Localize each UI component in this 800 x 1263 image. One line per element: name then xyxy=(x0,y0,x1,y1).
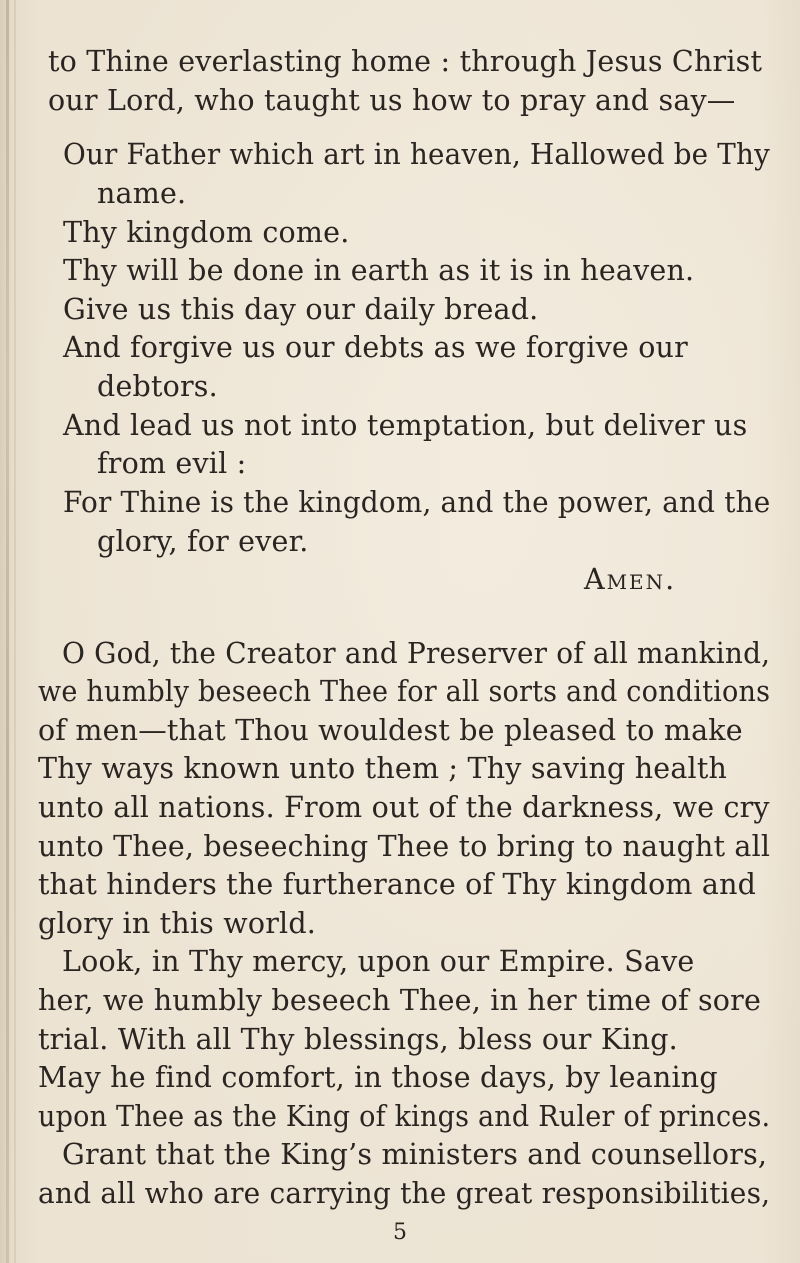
page-gutter-shadow xyxy=(6,0,9,1263)
page-gutter-edge xyxy=(14,0,16,1263)
lords-prayer-line-8: And lead us not into temptation, but deliver us xyxy=(63,409,748,442)
lords-prayer-line-3: Thy kingdom come. xyxy=(63,216,350,249)
prayer-line-8: glory in this world. xyxy=(38,907,317,940)
lords-prayer-line-1: Our Father which art in heaven, Hallowed be Thy xyxy=(63,138,770,171)
lords-prayer-line-4: Thy will be done in earth as it is in heaven. xyxy=(63,254,695,287)
prayer-line-6: unto Thee, beseeching Thee to bring to naught all xyxy=(38,830,771,863)
lords-prayer-line-2: name. xyxy=(97,177,187,210)
prayer-line-11: trial. With all Thy blessings, bless our King. xyxy=(38,1023,678,1056)
page-number: 5 xyxy=(393,1220,408,1245)
opening-line-2: our Lord, who taught us how to pray and say— xyxy=(48,84,736,117)
opening-line-1: to Thine everlasting home : through Jesus Christ xyxy=(48,45,763,78)
prayer-line-3: of men—that Thou wouldest be pleased to make xyxy=(38,714,743,747)
lords-prayer-line-6: And forgive us our debts as we forgive our xyxy=(63,331,688,364)
prayer-line-2: we humbly beseech Thee for all sorts and conditions xyxy=(38,675,771,708)
lords-prayer-line-10: For Thine is the kingdom, and the power, and the xyxy=(63,486,771,519)
prayer-line-14: Grant that the King’s ministers and counsellors, xyxy=(62,1138,768,1171)
lords-prayer-line-5: Give us this day our daily bread. xyxy=(63,293,539,326)
prayer-line-4: Thy ways known unto them ; Thy saving health xyxy=(38,752,728,785)
prayer-line-15: and all who are carrying the great responsibilities, xyxy=(38,1177,771,1210)
prayer-line-5: unto all nations. From out of the darkness, we cry xyxy=(38,791,770,824)
lords-prayer-line-11: glory, for ever. xyxy=(97,525,309,558)
prayer-line-9: Look, in Thy mercy, upon our Empire. Save xyxy=(62,945,695,978)
prayer-line-10: her, we humbly beseech Thee, in her time of sore xyxy=(38,984,762,1017)
amen: Amen. xyxy=(584,563,677,596)
prayer-line-13: upon Thee as the King of kings and Ruler of princes. xyxy=(38,1100,771,1133)
prayer-line-7: that hinders the furtherance of Thy kingdom and xyxy=(38,868,757,901)
prayer-line-12: May he find comfort, in those days, by leaning xyxy=(38,1061,718,1094)
lords-prayer-line-7: debtors. xyxy=(97,370,218,403)
prayer-line-1: O God, the Creator and Preserver of all mankind, xyxy=(62,637,771,670)
lords-prayer-line-9: from evil : xyxy=(97,447,247,480)
